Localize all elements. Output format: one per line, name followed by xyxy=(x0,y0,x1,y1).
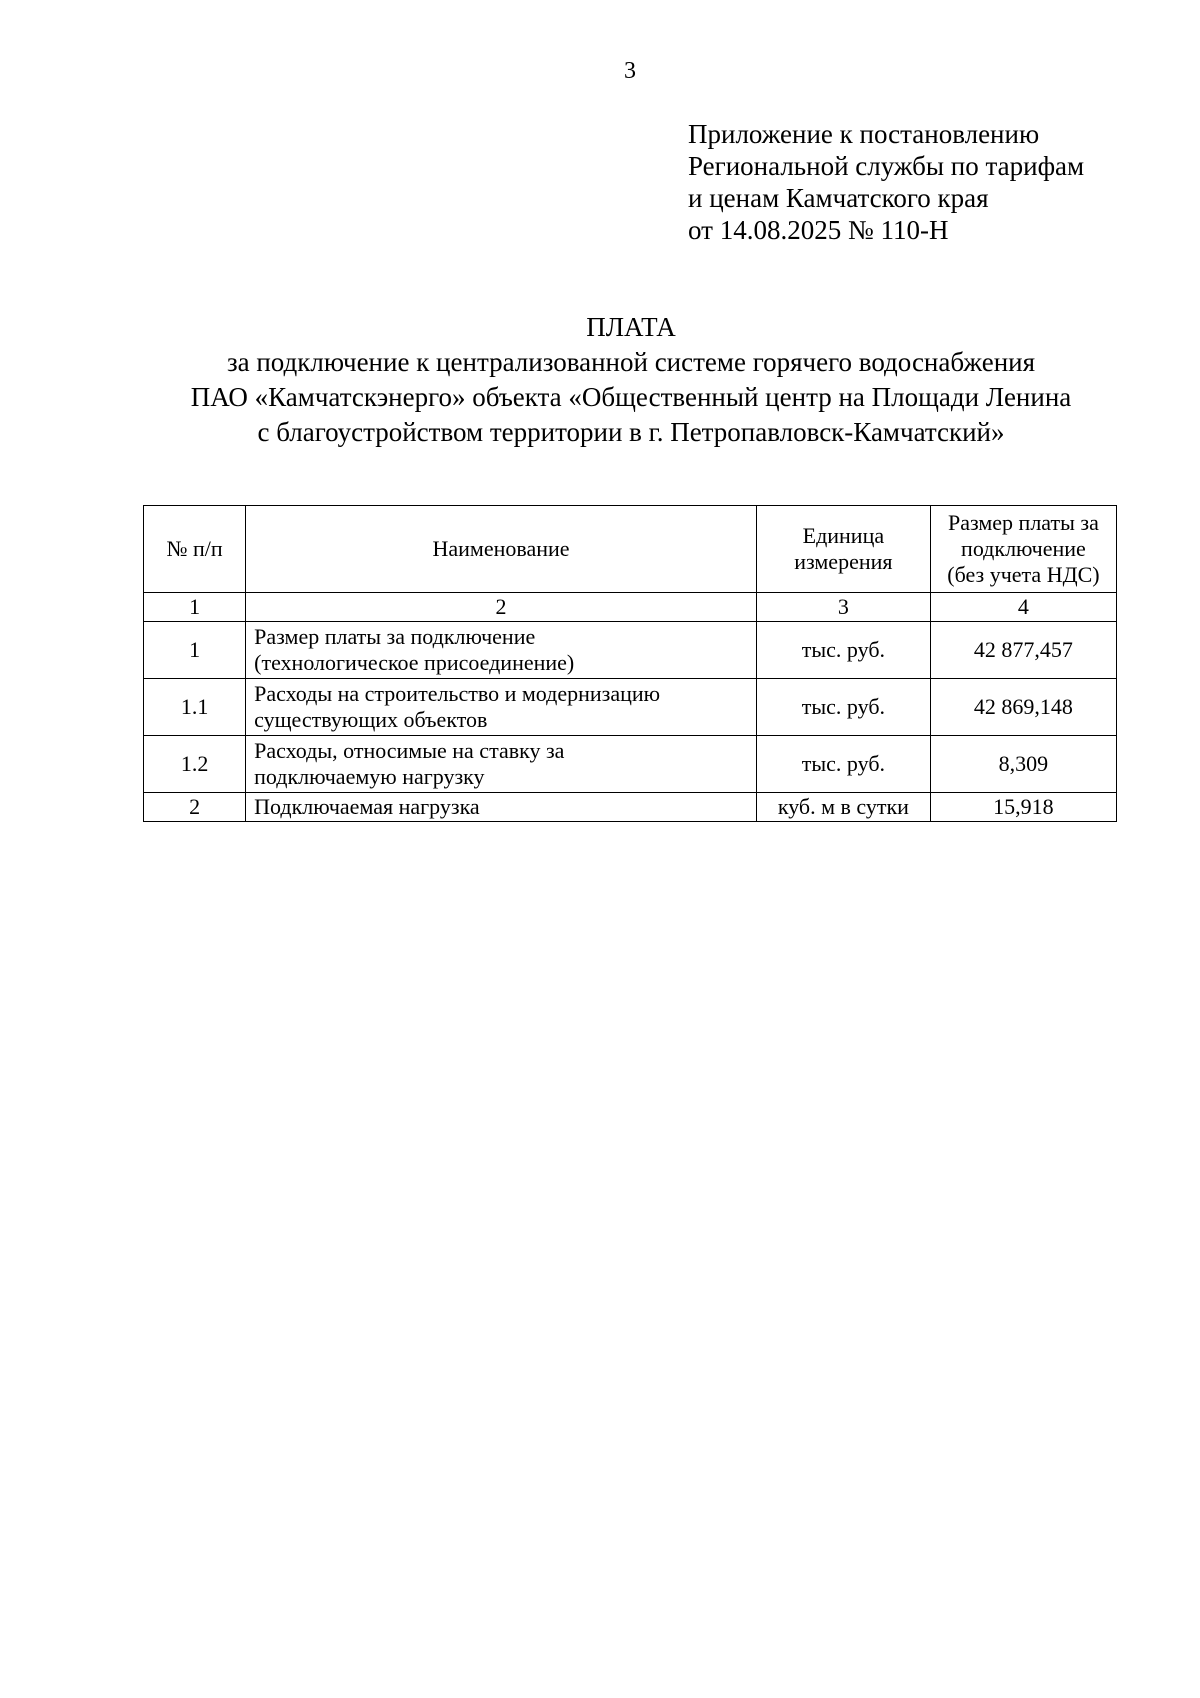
row-name xyxy=(246,679,757,736)
row-value: 15,918 xyxy=(930,793,1116,822)
appendix-line: и ценам Камчатского края xyxy=(688,183,989,213)
row-name-line: Размер платы за подключение xyxy=(254,624,536,649)
title-line: с благоустройством территории в г. Петропавловск-Камчатский» xyxy=(257,417,1005,447)
row-name xyxy=(246,736,757,793)
page-number: 3 xyxy=(624,58,636,84)
table-row xyxy=(144,736,1117,793)
row-num: 1.2 xyxy=(144,736,246,793)
row-unit: тыс. руб. xyxy=(756,679,930,736)
row-name xyxy=(246,793,757,822)
column-index: 2 xyxy=(246,593,757,622)
document-title xyxy=(0,310,1200,450)
row-num: 1.1 xyxy=(144,679,246,736)
appendix-reference xyxy=(688,118,1084,246)
row-value: 42 869,148 xyxy=(930,679,1116,736)
row-name-line: (технологическое присоединение) xyxy=(254,650,575,675)
row-unit: тыс. руб. xyxy=(756,622,930,679)
title-heading: ПЛАТА xyxy=(586,312,676,342)
appendix-line: Региональной службы по тарифам xyxy=(688,151,1085,181)
header-unit xyxy=(756,506,930,593)
header-num: № п/п xyxy=(144,506,246,593)
column-index: 3 xyxy=(756,593,930,622)
table-row xyxy=(144,679,1117,736)
row-name-line: Расходы, относимые на ставку за xyxy=(254,738,565,763)
row-name-line: существующих объектов xyxy=(254,707,488,732)
header-name: Наименование xyxy=(246,506,757,593)
header-value-line: подключение xyxy=(961,536,1086,561)
header-unit-line: Единица xyxy=(802,523,885,548)
row-value: 8,309 xyxy=(930,736,1116,793)
header-value-line: (без учета НДС) xyxy=(947,562,1100,587)
appendix-line: от 14.08.2025 № 110-Н xyxy=(688,215,949,245)
title-line: ПАО «Камчатскэнерго» объекта «Общественный центр на Площади Ленина xyxy=(190,382,1072,412)
row-num: 2 xyxy=(144,793,246,822)
row-name-line: Подключаемая нагрузка xyxy=(254,794,480,819)
row-value: 42 877,457 xyxy=(930,622,1116,679)
fee-table xyxy=(143,505,1117,822)
appendix-line: Приложение к постановлению xyxy=(688,119,1040,149)
header-value xyxy=(930,506,1116,593)
row-name xyxy=(246,622,757,679)
column-index: 1 xyxy=(144,593,246,622)
header-unit-line: измерения xyxy=(794,549,893,574)
row-unit: куб. м в сутки xyxy=(756,793,930,822)
row-name-line: подключаемую нагрузку xyxy=(254,764,485,789)
column-index: 4 xyxy=(930,593,1116,622)
table-row xyxy=(144,793,1117,822)
title-line: за подключение к централизованной системе горячего водоснабжения xyxy=(226,347,1036,377)
row-num: 1 xyxy=(144,622,246,679)
table-header-row xyxy=(144,506,1117,593)
row-name-line: Расходы на строительство и модернизацию xyxy=(254,681,661,706)
table-row xyxy=(144,622,1117,679)
column-index-row xyxy=(144,593,1117,622)
row-unit: тыс. руб. xyxy=(756,736,930,793)
header-value-line: Размер платы за xyxy=(947,510,1099,535)
